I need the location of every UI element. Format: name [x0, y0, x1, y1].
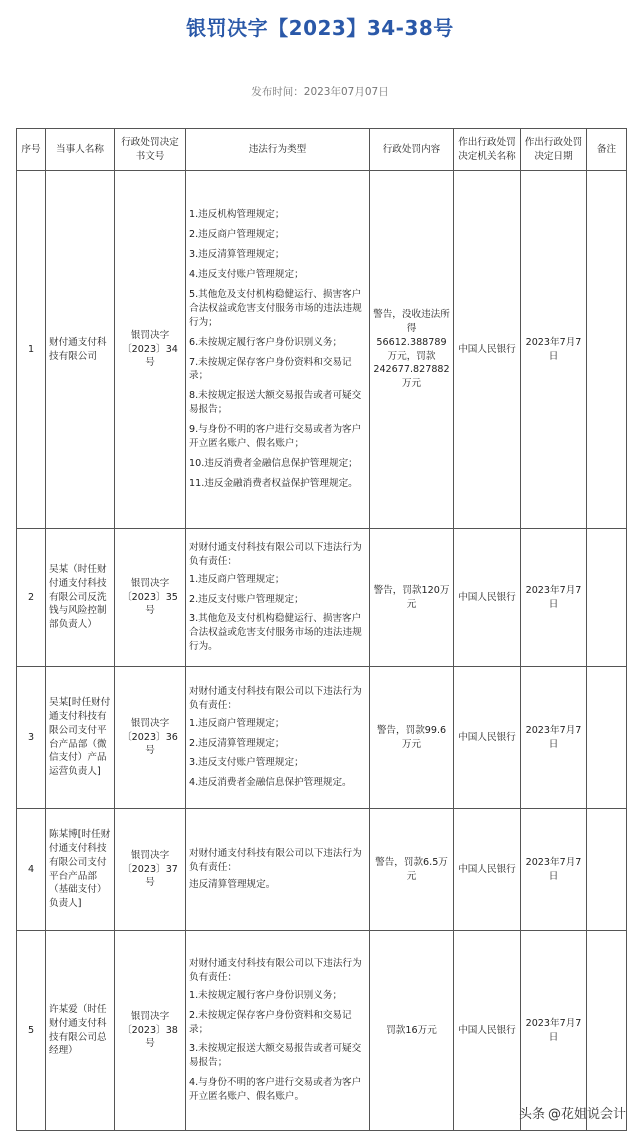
decision-date: 2023年7月7日 [521, 931, 587, 1131]
authority-name: 中国人民银行 [454, 667, 521, 809]
table-row [17, 529, 627, 667]
violation-intro: 对财付通支付科技有限公司以下违法行为负有责任： [189, 541, 362, 567]
violation-item: 10.违反消费者金融信息保护管理规定； [189, 457, 358, 469]
violation-intro: 对财付通支付科技有限公司以下违法行为负有责任： [189, 957, 362, 983]
remark [587, 171, 627, 529]
authority-name: 中国人民银行 [454, 529, 521, 667]
penalty-content: 罚款16万元 [370, 931, 454, 1131]
header-cell: 序号 [17, 129, 46, 171]
violation-intro: 对财付通支付科技有限公司以下违法行为负有责任： [189, 685, 362, 711]
row-number: 3 [17, 667, 46, 809]
party-name: 吴某[时任财付通支付科技有限公司支付平台产品部（微信支付）产品运营负责人] [46, 667, 115, 809]
decision-number: 银罚决字〔2023〕38号 [115, 931, 186, 1131]
publish-date: 发布时间：2023年07月07日 [251, 86, 389, 98]
violation-item: 2.违反清算管理规定； [189, 737, 285, 749]
violation-item: 8.未按规定报送大额交易报告或者可疑交易报告； [189, 390, 362, 416]
header-cell: 备注 [587, 129, 627, 171]
decision-number: 银罚决字〔2023〕34号 [115, 171, 186, 529]
remark [587, 931, 627, 1131]
watermark-handle: @花姐说会计 [547, 1107, 626, 1122]
authority-name: 中国人民银行 [454, 171, 521, 529]
watermark-prefix: 头条 [518, 1107, 545, 1122]
table-header-row [17, 129, 627, 171]
violation-item: 4.违反支付账户管理规定； [189, 268, 304, 280]
violation-list [186, 931, 370, 1131]
header-cell: 作出行政处罚决定机关名称 [454, 129, 521, 171]
header-cell: 违法行为类型 [186, 129, 370, 171]
violation-item: 1.未按规定履行客户身份识别义务； [189, 989, 343, 1001]
remark [587, 667, 627, 809]
violation-item: 3.违反清算管理规定； [189, 249, 285, 261]
decision-number: 银罚决字〔2023〕35号 [115, 529, 186, 667]
decision-date: 2023年7月7日 [521, 171, 587, 529]
penalty-content: 警告，罚款120万元 [370, 529, 454, 667]
violation-list [186, 529, 370, 667]
party-name: 许某爱（时任财付通支付科技有限公司总经理） [46, 931, 115, 1131]
penalty-table [16, 128, 627, 1131]
row-number: 4 [17, 809, 46, 931]
table-row [17, 809, 627, 931]
violation-item: 11.违反金融消费者权益保护管理规定。 [189, 477, 358, 489]
violation-list [186, 809, 370, 931]
header-cell: 行政处罚内容 [370, 129, 454, 171]
violation-item: 2.违反支付账户管理规定； [189, 593, 304, 605]
violation-item: 1.违反商户管理规定； [189, 717, 285, 729]
violation-item: 2.未按规定保存客户身份资料和交易记录； [189, 1009, 352, 1035]
violation-item: 1.违反机构管理规定； [189, 209, 285, 221]
table-row [17, 931, 627, 1131]
violation-item: 违反清算管理规定。 [189, 879, 276, 891]
violation-item: 2.违反商户管理规定； [189, 229, 285, 241]
header-cell: 当事人名称 [46, 129, 115, 171]
header-cell: 作出行政处罚决定日期 [521, 129, 587, 171]
authority-name: 中国人民银行 [454, 931, 521, 1131]
row-number: 5 [17, 931, 46, 1131]
authority-name: 中国人民银行 [454, 809, 521, 931]
penalty-content: 警告，罚款6.5万元 [370, 809, 454, 931]
violation-item: 9.与身份不明的客户进行交易或者为客户开立匿名账户、假名账户； [189, 424, 362, 450]
document-title: 银罚决字【2023】34-38号 [186, 16, 454, 40]
violation-item: 3.其他危及支付机构稳健运行、损害客户合法权益或危害支付服务市场的违法违规行为。 [189, 613, 362, 653]
violation-item: 3.未按规定报送大额交易报告或者可疑交易报告； [189, 1043, 362, 1069]
decision-number: 银罚决字〔2023〕37号 [115, 809, 186, 931]
watermark [519, 1103, 626, 1122]
violation-list [186, 171, 370, 529]
violation-item: 6.未按规定履行客户身份识别义务； [189, 336, 343, 348]
party-name: 吴某（时任财付通支付科技有限公司反洗钱与风险控制部负责人） [46, 529, 115, 667]
table-row [17, 667, 627, 809]
violation-item: 5.其他危及支付机构稳健运行、损害客户合法权益或危害支付服务市场的违法违规行为； [189, 288, 362, 328]
table-row [17, 171, 627, 529]
row-number: 1 [17, 171, 46, 529]
violation-list [186, 667, 370, 809]
violation-item: 4.违反消费者金融信息保护管理规定。 [189, 777, 352, 789]
party-name: 陈某博[时任财付通支付科技有限公司支付平台产品部（基础支付）负责人] [46, 809, 115, 931]
violation-intro: 对财付通支付科技有限公司以下违法行为负有责任： [189, 847, 362, 873]
remark [587, 529, 627, 667]
remark [587, 809, 627, 931]
decision-number: 银罚决字〔2023〕36号 [115, 667, 186, 809]
penalty-content: 警告，罚款99.6万元 [370, 667, 454, 809]
decision-date: 2023年7月7日 [521, 667, 587, 809]
violation-item: 3.违反支付账户管理规定； [189, 757, 304, 769]
header-cell: 行政处罚决定书文号 [115, 129, 186, 171]
party-name: 财付通支付科技有限公司 [46, 171, 115, 529]
violation-item: 7.未按规定保存客户身份资料和交易记录； [189, 356, 352, 382]
violation-item: 4.与身份不明的客户进行交易或者为客户开立匿名账户、假名账户。 [189, 1077, 362, 1103]
violation-item: 1.违反商户管理规定； [189, 573, 285, 585]
decision-date: 2023年7月7日 [521, 529, 587, 667]
decision-date: 2023年7月7日 [521, 809, 587, 931]
row-number: 2 [17, 529, 46, 667]
penalty-content: 警告，没收违法所得56612.388789万元，罚款242677.827882万元 [370, 171, 454, 529]
